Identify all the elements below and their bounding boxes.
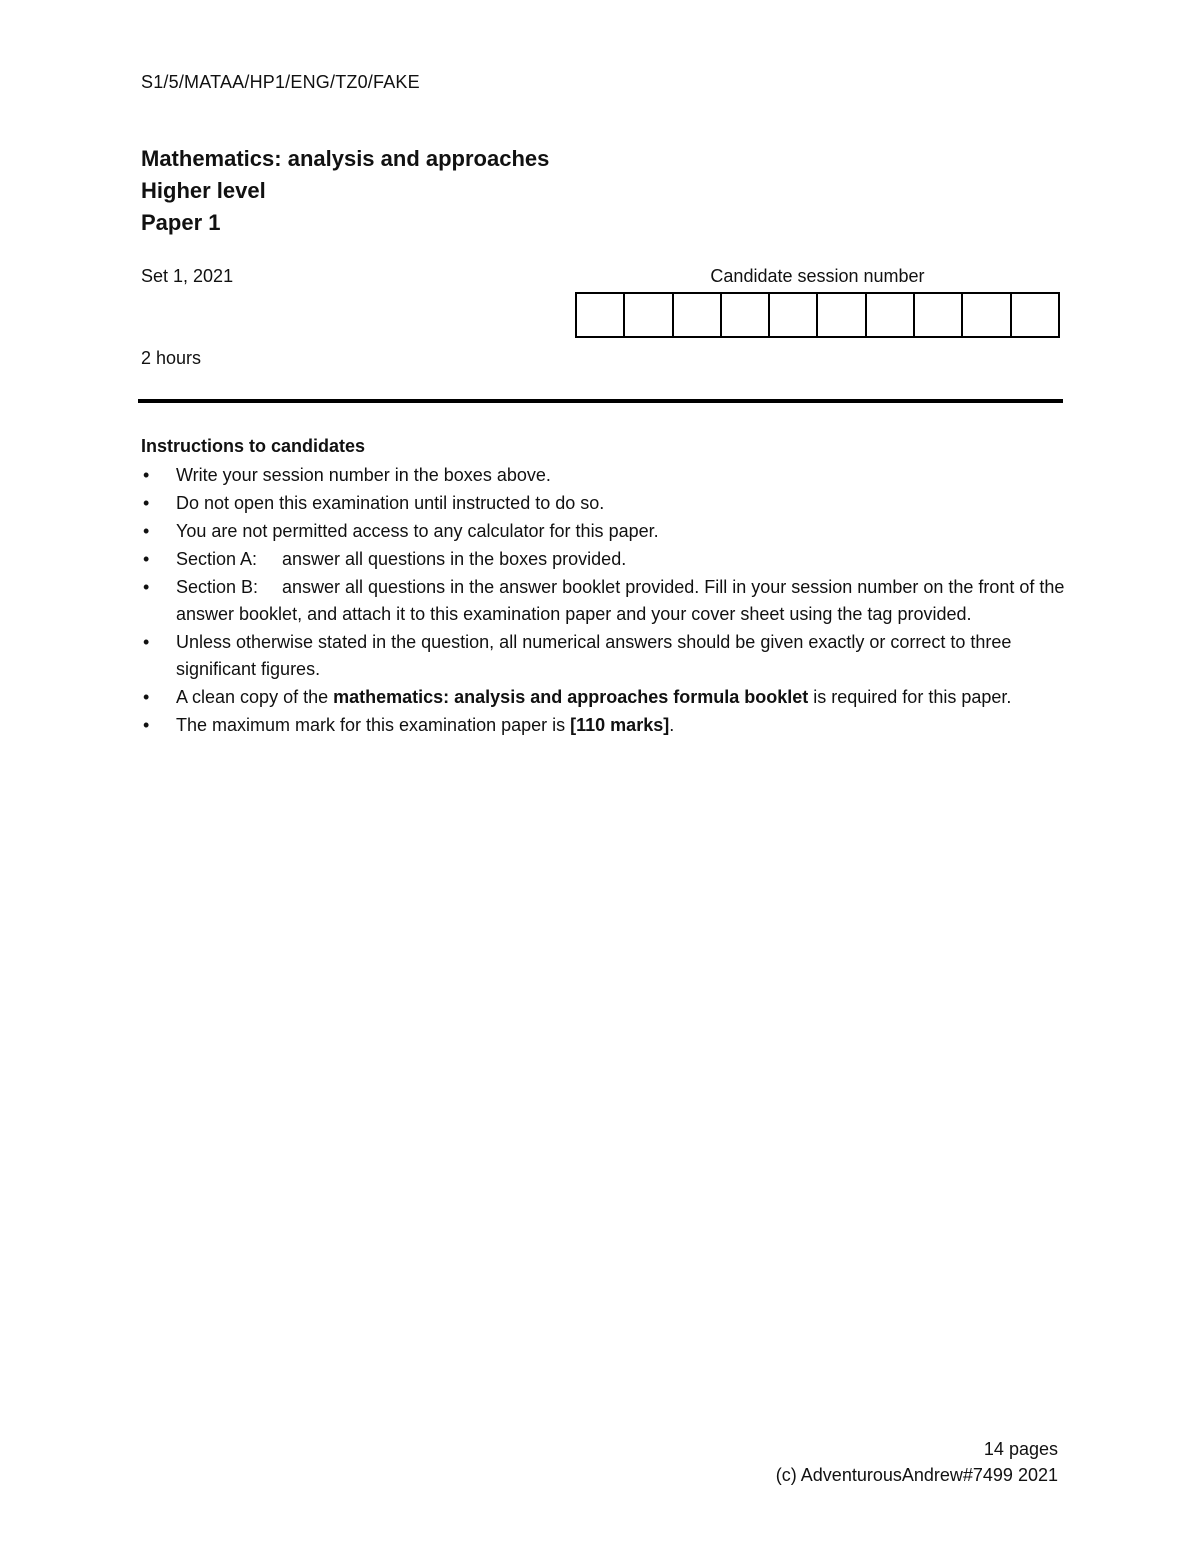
bullet-icon: • <box>143 521 150 541</box>
instruction-text: A clean copy of the <box>176 687 334 707</box>
instruction-text: . <box>669 715 675 735</box>
session-digit-box[interactable] <box>674 294 722 336</box>
instruction-item <box>141 574 1066 628</box>
instruction-item <box>141 546 1066 573</box>
level-title: Higher level <box>141 178 266 203</box>
exam-set: Set 1, 2021 <box>141 266 234 286</box>
bullet-icon: • <box>143 632 150 652</box>
instruction-text: Do not open this examination until instructed to do so. <box>176 493 605 513</box>
divider-rule <box>138 399 1063 403</box>
session-digit-box[interactable] <box>915 294 963 336</box>
instructions-heading: Instructions to candidates <box>141 436 366 456</box>
bullet-icon: • <box>143 493 150 513</box>
session-digit-box[interactable] <box>963 294 1011 336</box>
paper-title: Paper 1 <box>141 210 221 235</box>
page-count: 14 pages <box>983 1439 1058 1459</box>
section-label: Section B: <box>176 577 259 597</box>
instruction-emphasis: [110 marks] <box>570 715 670 735</box>
instruction-item <box>141 462 1066 489</box>
session-digit-box[interactable] <box>1012 294 1058 336</box>
bullet-icon: • <box>143 687 150 707</box>
instruction-text: answer all questions in the boxes provided. <box>282 549 627 569</box>
bullet-icon: • <box>143 549 150 569</box>
bullet-icon: • <box>143 715 150 735</box>
instruction-text: answer all questions in the answer booklet provided. Fill in your session number on the front of the answer booklet, and attach it to this examination paper and your cover sheet using the tag provided. <box>176 577 1065 624</box>
session-digit-box[interactable] <box>818 294 866 336</box>
instruction-item <box>141 684 1066 711</box>
section-label: Section A: <box>176 549 258 569</box>
instruction-text: is required for this paper. <box>808 687 1012 707</box>
instruction-text: Write your session number in the boxes above. <box>176 465 551 485</box>
candidate-session-boxes[interactable] <box>575 292 1060 338</box>
bullet-icon: • <box>143 577 150 597</box>
paper-code: S1/5/MATAA/HP1/ENG/TZ0/FAKE <box>141 72 420 92</box>
session-digit-box[interactable] <box>577 294 625 336</box>
instruction-item <box>141 629 1066 683</box>
exam-duration: 2 hours <box>141 348 202 368</box>
instructions-section <box>141 433 1066 740</box>
instruction-text: Unless otherwise stated in the question, all numerical answers should be given exactly or correct to three significant figures. <box>176 632 1012 679</box>
instruction-text: The maximum mark for this examination paper is <box>176 715 571 735</box>
instruction-item <box>141 518 1066 545</box>
session-digit-box[interactable] <box>770 294 818 336</box>
title-block <box>141 143 549 239</box>
footer <box>776 1436 1058 1488</box>
copyright: (c) AdventurousAndrew#7499 2021 <box>775 1465 1058 1485</box>
session-digit-box[interactable] <box>722 294 770 336</box>
subject-title: Mathematics: analysis and approaches <box>141 146 550 171</box>
instruction-item <box>141 712 1066 739</box>
instruction-item <box>141 490 1066 517</box>
instruction-emphasis: mathematics: analysis and approaches formula booklet <box>333 687 809 707</box>
session-digit-box[interactable] <box>867 294 915 336</box>
session-digit-box[interactable] <box>625 294 673 336</box>
candidate-session-label: Candidate session number <box>710 266 925 286</box>
instructions-list <box>141 462 1066 739</box>
bullet-icon: • <box>143 465 150 485</box>
instruction-text: You are not permitted access to any calculator for this paper. <box>176 521 659 541</box>
